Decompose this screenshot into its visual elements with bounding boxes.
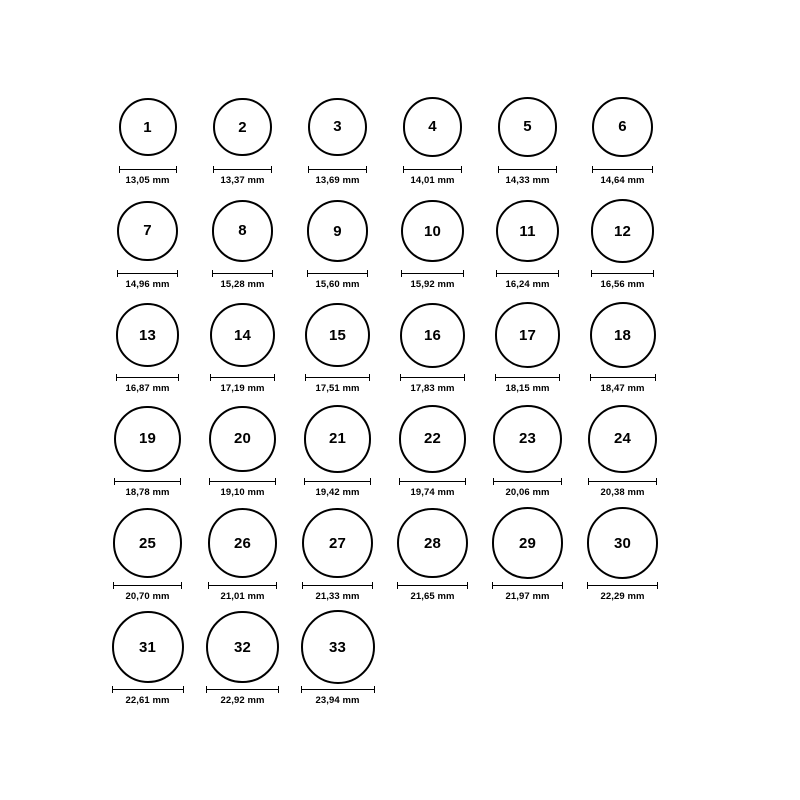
diameter-measure [587, 582, 659, 602]
size-cell[interactable] [480, 402, 575, 498]
diameter-label: 22,92 mm [220, 695, 265, 706]
diameter-measure [209, 478, 276, 498]
size-cell[interactable] [575, 506, 670, 602]
size-number: 19 [138, 430, 157, 448]
size-cell[interactable] [385, 90, 480, 186]
size-cell[interactable] [385, 506, 480, 602]
ring-circle-wrap [308, 90, 367, 164]
dimension-line-icon [495, 374, 561, 381]
size-cell[interactable] [480, 298, 575, 394]
diameter-measure [116, 374, 180, 394]
ring-circle-wrap [119, 90, 177, 164]
diameter-label: 20,70 mm [125, 591, 170, 602]
diameter-measure [305, 374, 370, 394]
size-cell[interactable] [100, 402, 195, 498]
size-cell[interactable] [290, 90, 385, 186]
dimension-line-icon [208, 582, 278, 589]
dimension-line-icon [587, 582, 659, 589]
diameter-measure [301, 686, 375, 706]
size-cell[interactable] [290, 402, 385, 498]
ring-circle-icon [401, 200, 463, 262]
size-cell[interactable] [100, 610, 195, 706]
size-cell[interactable] [385, 402, 480, 498]
dimension-line-icon [588, 478, 657, 485]
diameter-label: 13,69 mm [315, 175, 360, 186]
ring-circle-wrap [493, 402, 561, 476]
size-number: 26 [233, 534, 252, 552]
diameter-measure [208, 582, 278, 602]
ring-circle-icon [591, 199, 654, 262]
diameter-measure [403, 166, 462, 186]
diameter-label: 15,60 mm [315, 279, 360, 290]
diameter-measure [498, 166, 558, 186]
dimension-line-icon [119, 166, 177, 173]
diameter-label: 14,33 mm [505, 175, 550, 186]
size-cell[interactable] [100, 298, 195, 394]
ring-circle-wrap [208, 506, 278, 580]
ring-circle-wrap [399, 402, 467, 476]
ring-circle-wrap [302, 506, 372, 580]
size-row [100, 90, 700, 186]
size-cell[interactable] [100, 90, 195, 186]
ring-circle-icon [112, 611, 184, 683]
dimension-line-icon [403, 166, 462, 173]
diameter-measure [308, 166, 367, 186]
diameter-label: 15,92 mm [410, 279, 455, 290]
size-number: 27 [328, 534, 347, 552]
diameter-label: 23,94 mm [315, 695, 360, 706]
size-cell[interactable] [575, 194, 670, 290]
dimension-line-icon [498, 166, 558, 173]
diameter-measure [304, 478, 371, 498]
ring-circle-wrap [210, 298, 274, 372]
ring-circle-icon [588, 405, 657, 474]
diameter-measure [114, 478, 180, 498]
diameter-label: 17,19 mm [220, 383, 265, 394]
size-number: 16 [423, 326, 442, 344]
size-number: 15 [328, 326, 347, 344]
diameter-measure [119, 166, 177, 186]
ring-circle-icon [399, 405, 467, 473]
size-row [100, 402, 700, 498]
dimension-line-icon [307, 270, 369, 277]
size-number: 5 [523, 118, 532, 136]
diameter-measure [592, 166, 652, 186]
size-number: 9 [333, 222, 342, 240]
size-cell[interactable] [480, 90, 575, 186]
ring-circle-wrap [212, 194, 273, 268]
diameter-label: 18,47 mm [600, 383, 645, 394]
ring-circle-icon [116, 303, 180, 367]
ring-circle-wrap [592, 90, 652, 164]
diameter-label: 17,51 mm [315, 383, 360, 394]
size-number: 7 [143, 222, 152, 240]
size-number: 14 [233, 326, 252, 344]
size-cell[interactable] [385, 298, 480, 394]
diameter-measure [399, 478, 467, 498]
ring-circle-wrap [591, 194, 654, 268]
diameter-measure [496, 270, 559, 290]
ring-circle-icon [210, 303, 274, 367]
size-number: 20 [233, 430, 252, 448]
ring-circle-icon [592, 97, 652, 157]
size-row [100, 298, 700, 394]
dimension-line-icon [399, 478, 467, 485]
diameter-label: 14,96 mm [125, 279, 170, 290]
size-number: 22 [423, 430, 442, 448]
diameter-measure [591, 270, 654, 290]
size-cell[interactable] [290, 506, 385, 602]
size-cell[interactable] [195, 402, 290, 498]
diameter-measure [590, 374, 656, 394]
diameter-label: 16,56 mm [600, 279, 645, 290]
dimension-line-icon [212, 270, 273, 277]
diameter-measure [212, 270, 273, 290]
diameter-measure [307, 270, 369, 290]
size-number: 11 [519, 222, 536, 240]
diameter-measure [112, 686, 184, 706]
size-number: 6 [618, 118, 627, 136]
size-number: 1 [143, 118, 152, 136]
ring-circle-wrap [112, 610, 184, 684]
ring-circle-icon [590, 302, 656, 368]
diameter-measure [588, 478, 657, 498]
size-cell[interactable] [100, 506, 195, 602]
diameter-label: 20,06 mm [505, 487, 550, 498]
diameter-label: 17,83 mm [410, 383, 455, 394]
size-number: 21 [328, 430, 347, 448]
size-number: 33 [328, 638, 347, 656]
dimension-line-icon [591, 270, 654, 277]
dimension-line-icon [301, 686, 375, 693]
ring-circle-wrap [307, 194, 369, 268]
diameter-measure [213, 166, 272, 186]
diameter-label: 22,61 mm [125, 695, 170, 706]
size-cell[interactable] [575, 90, 670, 186]
ring-circle-wrap [587, 506, 659, 580]
ring-circle-wrap [498, 90, 558, 164]
diameter-measure [495, 374, 561, 394]
diameter-measure [206, 686, 279, 706]
ring-circle-wrap [301, 610, 375, 684]
ring-circle-wrap [304, 402, 371, 476]
size-cell[interactable] [575, 298, 670, 394]
ring-circle-icon [301, 610, 375, 684]
diameter-label: 16,24 mm [505, 279, 550, 290]
size-cell[interactable] [195, 298, 290, 394]
diameter-label: 21,97 mm [505, 591, 550, 602]
diameter-label: 19,10 mm [220, 487, 265, 498]
dimension-line-icon [114, 478, 180, 485]
size-row [100, 506, 700, 602]
diameter-measure [397, 582, 468, 602]
size-cell[interactable] [290, 610, 385, 706]
ring-circle-wrap [213, 90, 272, 164]
size-number: 10 [423, 222, 442, 240]
size-cell[interactable] [195, 90, 290, 186]
dimension-line-icon [492, 582, 563, 589]
ring-circle-icon [397, 508, 468, 579]
ring-circle-icon [213, 98, 272, 157]
diameter-measure [302, 582, 372, 602]
ring-circle-icon [117, 201, 178, 262]
size-cell[interactable] [480, 194, 575, 290]
size-cell[interactable] [290, 194, 385, 290]
ring-circle-wrap [113, 506, 182, 580]
size-number: 29 [518, 534, 537, 552]
dimension-line-icon [210, 374, 274, 381]
ring-circle-wrap [590, 298, 656, 372]
dimension-line-icon [304, 478, 371, 485]
dimension-line-icon [113, 582, 182, 589]
diameter-label: 22,29 mm [600, 591, 645, 602]
ring-circle-icon [498, 97, 558, 157]
diameter-label: 14,01 mm [410, 175, 455, 186]
ring-circle-icon [492, 507, 563, 578]
size-number: 31 [138, 638, 157, 656]
ring-circle-icon [304, 405, 371, 472]
size-number: 24 [613, 430, 632, 448]
diameter-label: 18,78 mm [125, 487, 170, 498]
size-number: 3 [333, 118, 342, 136]
dimension-line-icon [117, 270, 178, 277]
diameter-label: 13,05 mm [125, 175, 170, 186]
size-cell[interactable] [195, 506, 290, 602]
size-row [100, 610, 700, 706]
size-cell[interactable] [290, 298, 385, 394]
size-number: 23 [518, 430, 537, 448]
size-grid [100, 90, 700, 706]
size-cell[interactable] [575, 402, 670, 498]
size-number: 18 [613, 326, 632, 344]
ring-circle-wrap [397, 506, 468, 580]
ring-circle-wrap [117, 194, 178, 268]
diameter-label: 13,37 mm [220, 175, 265, 186]
ring-circle-icon [212, 200, 273, 261]
diameter-label: 19,74 mm [410, 487, 455, 498]
diameter-measure [493, 478, 561, 498]
size-cell[interactable] [195, 610, 290, 706]
diameter-label: 16,87 mm [125, 383, 170, 394]
ring-circle-icon [308, 98, 367, 157]
ring-circle-icon [208, 508, 278, 578]
size-number: 30 [613, 534, 632, 552]
ring-circle-wrap [116, 298, 180, 372]
size-cell[interactable] [195, 194, 290, 290]
ring-circle-wrap [496, 194, 559, 268]
dimension-line-icon [493, 478, 561, 485]
ring-circle-icon [400, 303, 465, 368]
size-number: 32 [233, 638, 252, 656]
diameter-measure [113, 582, 182, 602]
size-number: 13 [138, 326, 157, 344]
diameter-label: 15,28 mm [220, 279, 265, 290]
size-number: 12 [613, 222, 632, 240]
diameter-label: 20,38 mm [600, 487, 645, 498]
ring-circle-icon [307, 200, 369, 262]
ring-circle-wrap [401, 194, 463, 268]
diameter-label: 19,42 mm [315, 487, 360, 498]
ring-circle-wrap [495, 298, 561, 372]
dimension-line-icon [590, 374, 656, 381]
size-row [100, 194, 700, 290]
dimension-line-icon [302, 582, 372, 589]
ring-circle-icon [119, 98, 177, 156]
ring-circle-icon [587, 507, 659, 579]
size-number: 17 [518, 326, 537, 344]
ring-circle-wrap [206, 610, 279, 684]
diameter-measure [401, 270, 463, 290]
dimension-line-icon [209, 478, 276, 485]
size-cell[interactable] [480, 506, 575, 602]
dimension-line-icon [206, 686, 279, 693]
size-cell[interactable] [385, 194, 480, 290]
ring-circle-icon [206, 611, 279, 684]
diameter-measure [210, 374, 274, 394]
size-number: 25 [138, 534, 157, 552]
diameter-label: 21,65 mm [410, 591, 455, 602]
ring-circle-wrap [588, 402, 657, 476]
size-number: 28 [423, 534, 442, 552]
diameter-measure [492, 582, 563, 602]
dimension-line-icon [213, 166, 272, 173]
ring-circle-wrap [400, 298, 465, 372]
diameter-label: 14,64 mm [600, 175, 645, 186]
ring-circle-icon [113, 508, 182, 577]
ring-circle-icon [495, 302, 561, 368]
ring-circle-icon [493, 405, 561, 473]
ring-circle-icon [302, 508, 372, 578]
ring-circle-wrap [305, 298, 370, 372]
size-number: 4 [428, 118, 437, 136]
size-number: 2 [238, 118, 247, 136]
diameter-label: 21,01 mm [220, 591, 265, 602]
dimension-line-icon [496, 270, 559, 277]
dimension-line-icon [400, 374, 465, 381]
dimension-line-icon [112, 686, 184, 693]
ring-circle-wrap [492, 506, 563, 580]
ring-circle-icon [209, 406, 276, 473]
ring-circle-icon [305, 303, 370, 368]
dimension-line-icon [305, 374, 370, 381]
diameter-measure [117, 270, 178, 290]
diameter-label: 18,15 mm [505, 383, 550, 394]
dimension-line-icon [397, 582, 468, 589]
size-number: 8 [238, 222, 247, 240]
ring-circle-wrap [403, 90, 462, 164]
diameter-measure [400, 374, 465, 394]
dimension-line-icon [308, 166, 367, 173]
ring-circle-wrap [114, 402, 180, 476]
dimension-line-icon [592, 166, 652, 173]
ring-circle-wrap [209, 402, 276, 476]
ring-circle-icon [114, 406, 180, 472]
ring-circle-icon [403, 97, 462, 156]
size-cell[interactable] [100, 194, 195, 290]
ring-circle-icon [496, 200, 559, 263]
dimension-line-icon [116, 374, 180, 381]
dimension-line-icon [401, 270, 463, 277]
diameter-label: 21,33 mm [315, 591, 360, 602]
